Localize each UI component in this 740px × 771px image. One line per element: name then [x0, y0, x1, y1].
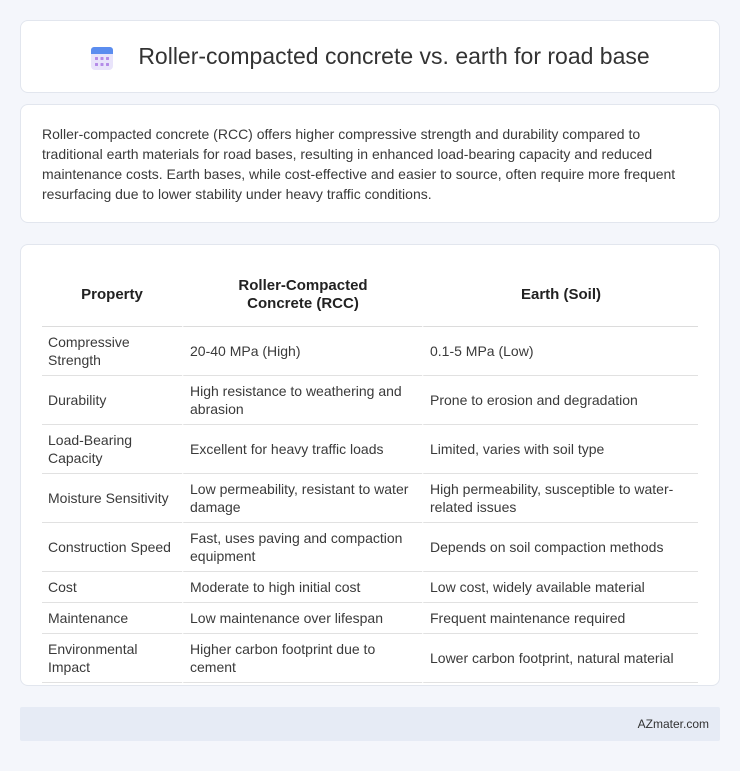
table-row [42, 603, 698, 634]
table-row [42, 572, 698, 603]
header-earth: Earth (Soil) [422, 263, 698, 327]
cell-property: Moisture Sensitivity [42, 474, 182, 523]
table-row [42, 474, 698, 523]
cell-property: Cost [42, 572, 182, 603]
header-rcc: Roller-Compacted Concrete (RCC) [182, 263, 422, 327]
cell-rcc: 20-40 MPa (High) [182, 327, 422, 376]
comparison-table-card [20, 244, 720, 686]
table-row [42, 425, 698, 474]
cell-property: Maintenance [42, 603, 182, 634]
table-row [42, 634, 698, 683]
cell-earth: Frequent maintenance required [422, 603, 698, 634]
cell-rcc: Fast, uses paving and compaction equipment [182, 523, 422, 572]
calendar-icon [90, 45, 114, 71]
cell-earth: Depends on soil compaction methods [422, 523, 698, 572]
table-row [42, 376, 698, 425]
cell-property: Load-Bearing Capacity [42, 425, 182, 474]
table-row [42, 327, 698, 376]
cell-earth: 0.1-5 MPa (Low) [422, 327, 698, 376]
table-header-row [42, 263, 698, 327]
summary-card [20, 104, 720, 223]
cell-rcc: Moderate to high initial cost [182, 572, 422, 603]
cell-rcc: Low permeability, resistant to water damage [182, 474, 422, 523]
cell-earth: Low cost, widely available material [422, 572, 698, 603]
title-card [20, 20, 720, 93]
header-property: Property [42, 263, 182, 327]
table-row [42, 523, 698, 572]
cell-rcc: High resistance to weathering and abrasion [182, 376, 422, 425]
summary-text: Roller-compacted concrete (RCC) offers higher compressive strength and durability compared to traditional earth materials for road bases, resulting in enhanced load-bearing capacity and reduced maintenance costs. Earth bases, while cost-effective and easier to source, often require more frequent resurfacing due to lower stability under heavy traffic conditions. [42, 126, 676, 202]
cell-rcc: Excellent for heavy traffic loads [182, 425, 422, 474]
cell-property: Environmental Impact [42, 634, 182, 683]
footer [20, 707, 720, 741]
cell-property: Durability [42, 376, 182, 425]
cell-earth: Prone to erosion and degradation [422, 376, 698, 425]
comparison-table [42, 263, 698, 683]
cell-earth: Limited, varies with soil type [422, 425, 698, 474]
cell-rcc: Low maintenance over lifespan [182, 603, 422, 634]
footer-brand: AZmater.com [637, 717, 709, 731]
cell-property: Construction Speed [42, 523, 182, 572]
page-title: Roller-compacted concrete vs. earth for road base [138, 43, 650, 69]
cell-rcc: Higher carbon footprint due to cement [182, 634, 422, 683]
cell-earth: High permeability, susceptible to water-related issues [422, 474, 698, 523]
cell-property: Compressive Strength [42, 327, 182, 376]
cell-earth: Lower carbon footprint, natural material [422, 634, 698, 683]
